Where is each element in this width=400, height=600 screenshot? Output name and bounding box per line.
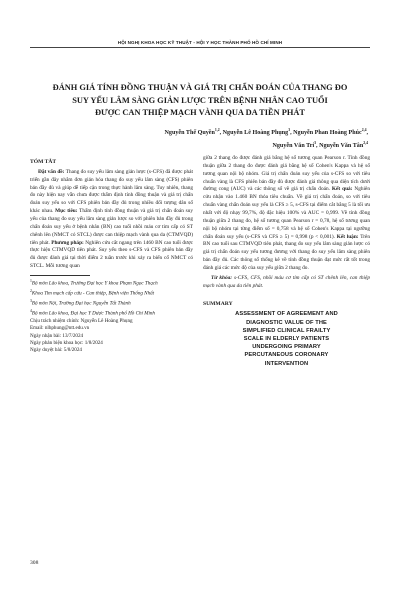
conclusion-text: Trên BN cao tuổi sau CTMVQD tiên phát, thang đo suy yếu lâm sàng giản lược có giá trị chẩn đoán suy yếu tương đương với thang đo suy yếu lâm sàng phiên bản đầy đủ. Các thông số thống kê về tính đồng thuận đạt mức rất tốt trong đánh giá các mức độ của suy yếu giữa 2 thang đo.	[203, 233, 371, 272]
english-title	[203, 310, 370, 367]
title-line: SUY YẾU LÂM SÀNG GIẢN LƯỢC TRÊN BỆNH NHÂN CAO TUỔI	[72, 95, 328, 105]
author-line: Nguyễn Văn Trí$^3$, Nguyễn Văn Tân$^{2,4}$	[272, 140, 368, 149]
footnote: $^3$Bộ môn Nội, Trường Đại học Nguyễn Tất Thành	[30, 299, 131, 307]
objective-label: Mục tiêu:	[55, 208, 78, 215]
footnote: $^2$Khoa Tim mạch cấp cứu - Can thiệp, Bệnh viện Thống Nhất	[30, 289, 155, 297]
keywords-text: s-CFS, CFS, nhồi máu cơ tim cấp có ST chênh lên, can thiệp mạch vành qua da tiên phát.	[203, 274, 370, 289]
accepted-date: Ngày duyệt bài: 5/8/2024	[30, 347, 82, 354]
received-date: Ngày nhận bài: 13/7/2024	[30, 332, 84, 339]
abstract-paragraph	[30, 169, 193, 271]
objective-text: Thẩm định tính đồng thuận và giá trị chẩn đoán suy yếu của thang đo suy yếu lâm sàng giản lược so với phiên bản đầy đủ trong chẩn đoán suy yếu ở bệnh nhân (BN) cao tuổi nhồi máu cơ tim cấp có ST chênh lên (NMCT có STCL) được can thiệp mạch vành qua da (CTMVQD) tiên phát.	[30, 208, 193, 246]
abstract-heading: TÓM TẮT	[30, 159, 57, 165]
review-date: Ngày phản biện khoa học: 1/8/2024	[30, 339, 103, 346]
english-title-line: UNDERGOING PRIMARY	[252, 344, 321, 351]
english-title-line: PERCUTANEOUS CORONARY	[244, 352, 329, 359]
footnote: $^1$Bộ môn Lão khoa, Trường Đại học Y khoa Phạm Ngọc Thạch	[30, 279, 158, 287]
email-link[interactable]: Email: nlhphung@ntt.edu.vn	[30, 325, 90, 332]
page-number: 308	[30, 560, 39, 566]
method-text: Nghiên cứu cắt ngang trên 1460 BN cao tuổi được thực hiện CTMVQD tiên phát. Suy yếu theo s-CFS và CFS phiên bản đầy đủ được đánh giá tại thời điểm 2 tuần trước khi xảy ra biến cố NMCT có STCL. Mỗi tương quan	[30, 239, 193, 270]
article-title	[34, 82, 366, 120]
corresponding-author: Chịu trách nhiệm chính: Nguyễn Lê Hoàng Phụng	[30, 317, 133, 324]
keywords-label: Từ khóa:	[211, 274, 233, 281]
summary-heading: SUMMARY	[203, 300, 233, 307]
header-divider	[30, 47, 370, 48]
intro-text: Thang đo suy yếu lâm sàng giản lược (s-CFS) đã được phát triển gần đây nhằm đơn giản hóa thang đo suy yếu lâm sàng (CFS) phiên bản đầy đủ và giúp dễ tiếp cận trong thực hành lâm sàng. Tuy nhiên, thang đo này hiện nay vẫn chưa được thẩm định tính đồng thuận và giá trị chẩn đoán suy yếu so với CFS phiên bản đầy đủ trong nhiều đối tượng dân số khác nhau.	[30, 168, 193, 215]
intro-label: Đặt vấn đề:	[38, 168, 65, 175]
conclusion-label: Kết luận:	[336, 233, 359, 240]
author-list	[68, 126, 368, 151]
footnote: $^4$Bộ môn Lão khoa, Đại học Y Dược Thành phố Hồ Chí Minh	[30, 308, 155, 317]
keywords	[203, 275, 370, 291]
result-label: Kết quả:	[331, 186, 353, 193]
result-text: Nghiên cứu nhận vào 1.460 BN thỏa tiêu chuẩn. Về giá trị chẩn đoán, so với tiêu chuẩn vàng chẩn đoán suy yếu là CFS ≥ 5, s-CFS tại điểm cắt bằng 5 là tối ưu nhất với độ nhạy 99,7%, độ đặc hiệu 100% và AUC = 0,999. Về tính đồng thuận giữa 2 thang đo, hệ số tương quan Pearson r = 0,78, hệ số tương quan nội bộ nhóm tại từng điểm số = 0,758 và hệ số Cohen's Kappa tại ngưỡng chẩn đoán suy yếu (s-CFS và CFS ≥ 5) = 0,998 (p < 0,001).	[203, 186, 371, 240]
english-title-line: SIMPLIFIED CLINICAL FRAILTY	[242, 327, 331, 334]
english-title-line: ASSESSMENT OF AGREEMENT AND	[235, 311, 338, 318]
method-label: Phương pháp:	[51, 239, 84, 246]
journal-header: HỘI NGHỊ KHOA HỌC KỸ THUẬT - HỘI Y HỌC THÀNH PHỐ HỒ CHÍ MINH	[117, 40, 283, 45]
continuation-text: giữa 2 thang đo được đánh giá bằng hệ số tương quan Pearson r. Tính đồng thuận giữa 2 thang đo được đánh giá bằng hệ số Cohen's Kappa và hệ số tương quan nội bộ nhóm. Giá trị chẩn đoán suy yếu của s-CFS so với tiêu chuẩn vàng là CFS phiên bản đầy đủ được đánh giá thông qua diện tích dưới đường cong (AUC) và các thông số về giá trị chẩn đoán.	[203, 155, 370, 193]
english-title-line: INTERVENTION	[264, 360, 309, 367]
abstract-continuation	[203, 155, 370, 273]
english-title-line: SCALE IN ELDERLY PATIENTS	[243, 336, 330, 343]
title-line: ĐÁNH GIÁ TÍNH ĐỒNG THUẬN VÀ GIÁ TRỊ CHẨN ĐOÁN CỦA THANG ĐO	[52, 83, 348, 92]
left-column	[30, 155, 193, 354]
author-line: Nguyễn Thế Quyền$^{1,2}$, Nguyễn Lê Hoàng Phụng$^3$, Nguyễn Phan Hoàng Phúc$^{2,4}$,	[164, 128, 368, 137]
title-line: ĐƯỢC CAN THIỆP MẠCH VÀNH QUA DA TIỀN PHÁT	[94, 108, 305, 118]
right-column	[203, 155, 370, 368]
english-title-line: DIAGNOSTIC VALUE OF THE	[246, 319, 327, 326]
footnote-divider	[30, 275, 90, 276]
